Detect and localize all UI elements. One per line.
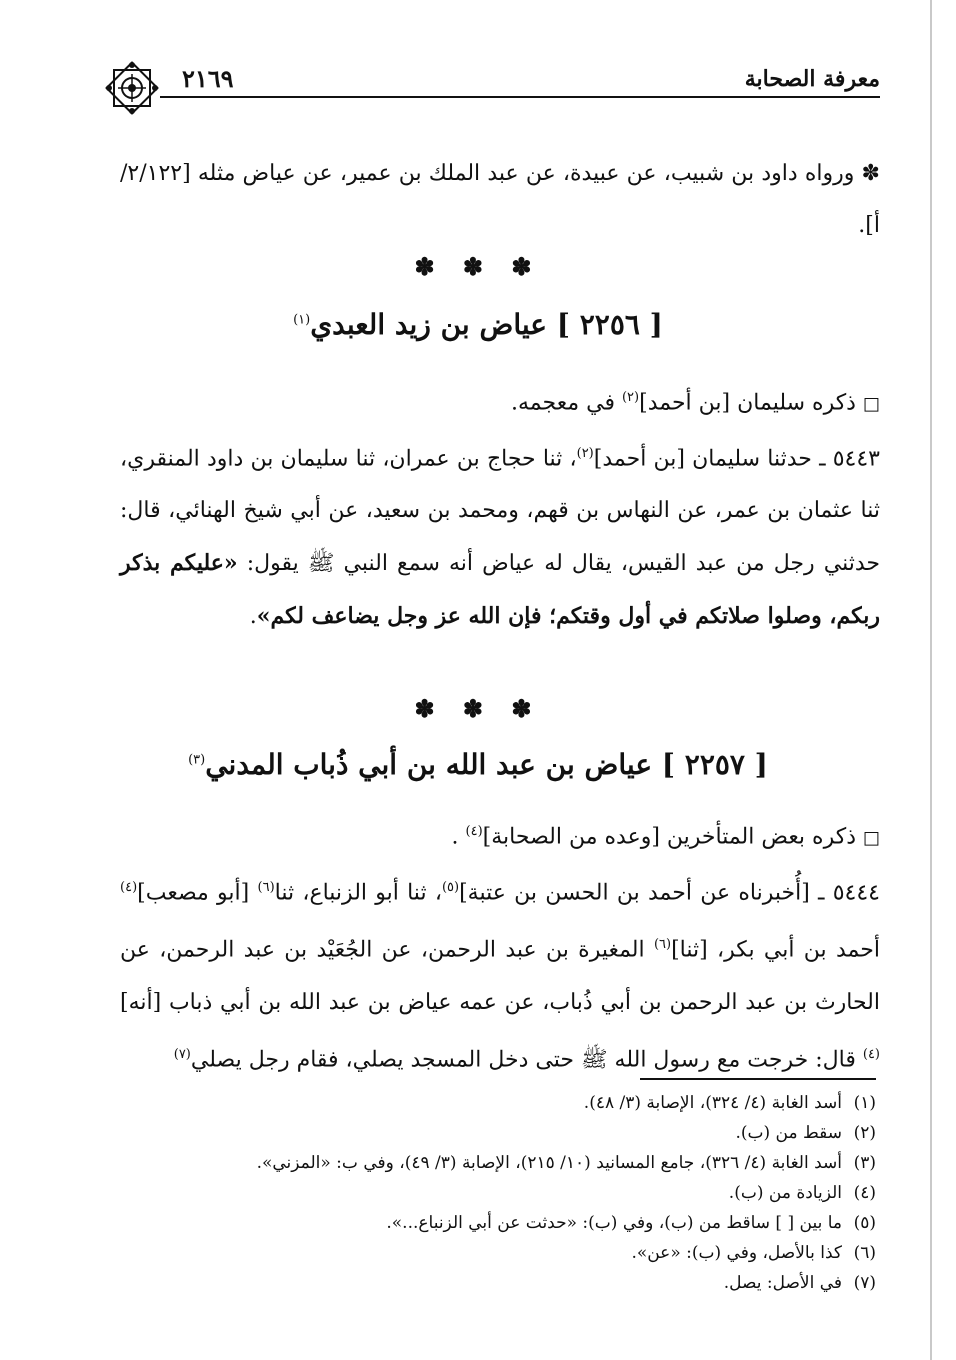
hadith-5443 [120, 428, 880, 643]
footnote-item [116, 1118, 876, 1148]
footnote-item [116, 1208, 876, 1238]
footnote-item [116, 1088, 876, 1118]
hadith-5444 [120, 862, 880, 1086]
footnote-ref: (٤) [862, 1046, 880, 1062]
footnote-text: كذا بالأصل، وفي (ب): «عن». [631, 1243, 842, 1263]
page-number: ٢١٦٩ [182, 64, 234, 93]
ornament-icon [100, 56, 164, 120]
entry-heading-text: [ ٢٢٥٧ ] عياض بن عبد الله بن أبي ذُباب المدني [205, 748, 768, 781]
footnote-ref: (٦) [257, 880, 275, 895]
footnote-text: سقط من (ب). [735, 1123, 842, 1143]
footnote-ref: (٦) [653, 937, 672, 953]
footnote-item [116, 1148, 876, 1178]
footnote-text: ما بين [ ] ساقط من (ب)، وفي (ب): «حدثت عن أبي الزنباع...». [386, 1213, 842, 1233]
entry-heading-2257 [0, 748, 956, 781]
mention-2256 [120, 372, 880, 430]
footnote-text: أسد الغابة (٤/ ٣٢٤)، الإصابة (٣/ ٤٨). [583, 1093, 842, 1113]
footnote-ref: (٤) [120, 880, 138, 895]
entry-heading-text: [ ٢٢٥٦ ] عياض بن زيد العبدي [310, 308, 663, 341]
square-bullet-icon: □ [862, 393, 880, 415]
footnote-item [116, 1268, 876, 1298]
mention-2257 [120, 806, 880, 864]
hadith-text: أحمد بن أبي بكر، [ثنا] [671, 937, 880, 963]
footnote-text: في الأصل: يصل. [723, 1273, 842, 1293]
footnote-number: (٧) [853, 1273, 876, 1293]
intro-text: ✽ ورواه داود بن شبيب، عن عبيدة، عن عبد الملك بن عمير، عن عياض مثله [٢/١٢٢/أ]. [120, 161, 880, 238]
square-bullet-icon: □ [862, 827, 880, 849]
section-separator: ✽ ✽ ✽ [414, 694, 542, 723]
hadith-end: . [249, 604, 257, 630]
hadith-text: [أبو مصعب] [137, 880, 258, 906]
intro-paragraph [120, 148, 880, 252]
footnote-item [116, 1178, 876, 1208]
footnote-ref: (٢) [576, 446, 594, 461]
running-title: معرفة الصحابة [744, 66, 880, 92]
footnote-text: أسد الغابة (٤/ ٣٢٦)، جامع المسانيد (١٠/ ٢١٥)، الإصابة (٣/ ٤٩)، وفي ب: «المزني». [256, 1153, 842, 1173]
mention-text: ذكره سليمان [بن أحمد] [639, 390, 856, 416]
footnote-ref: (٣) [188, 752, 206, 768]
footnote-number: (١) [853, 1093, 876, 1113]
section-separator: ✽ ✽ ✽ [414, 252, 542, 281]
entry-heading-2256 [0, 308, 956, 341]
footnote-item [116, 1238, 876, 1268]
page-edge-line [930, 0, 932, 1360]
footnote-ref: (٤) [465, 824, 483, 839]
footnote-ref: (٢) [621, 390, 640, 405]
hadith-text: المغيرة بن عبد الرحمن، عن الجُعَيْد بن عبد الرحمن، عن الحارث بن عبد الرحمن بن أبي ذُباب، عن عمه عياض بن عبد الله بن أبي ذباب [أنه] [120, 937, 880, 1015]
footnote-separator [640, 1078, 876, 1080]
mention-end: . [451, 824, 466, 850]
mention-end: في معجمه. [511, 390, 622, 416]
footnote-number: (٣) [853, 1153, 876, 1173]
footnote-number: (٤) [853, 1183, 876, 1203]
footnote-number: (٦) [853, 1243, 876, 1263]
mention-text: ذكره بعض المتأخرين [وعده من الصحابة] [482, 824, 856, 850]
hadith-text: ٥٤٤٤ ـ [أُخبرناه عن أحمد بن الحسن بن عتبة] [459, 880, 880, 906]
hadith-quote: «عليكم بذكر ربكم، وصلوا صلاتكم في أول وقتكم؛ فإن الله عز وجل يضاعف لكم» [120, 550, 880, 630]
hadith-text: ، ثنا أبو الزنباع، ثنا [274, 880, 442, 906]
header-rule [160, 96, 880, 98]
footnote-ref: (١) [293, 312, 311, 328]
hadith-text: قال: خرجت مع رسول الله ﷺ حتى دخل المسجد يصلي، فقام رجل يصلي [190, 1046, 863, 1072]
footnotes [116, 1088, 876, 1298]
footnote-text: الزيادة من (ب). [728, 1183, 842, 1203]
hadith-text: ٥٤٤٣ ـ حدثنا سليمان [بن أحمد] [593, 446, 880, 472]
page-header [100, 62, 880, 100]
footnote-ref: (٧) [173, 1046, 191, 1062]
footnote-number: (٢) [853, 1123, 876, 1143]
hadith-text: ، ثنا حجاج بن عمران، ثنا سليمان بن داود المنقري، ثنا عثمان بن عمر، عن النهاس بن قهم، ومحمد بن سعيد، عن أبي شيخ الهنائي، قال: حدثني رجل من عبد القيس، يقال له عياض أنه سمع النبي ﷺ يقول: [120, 446, 880, 577]
footnote-ref: (٥) [441, 880, 460, 895]
footnote-number: (٥) [853, 1213, 876, 1233]
